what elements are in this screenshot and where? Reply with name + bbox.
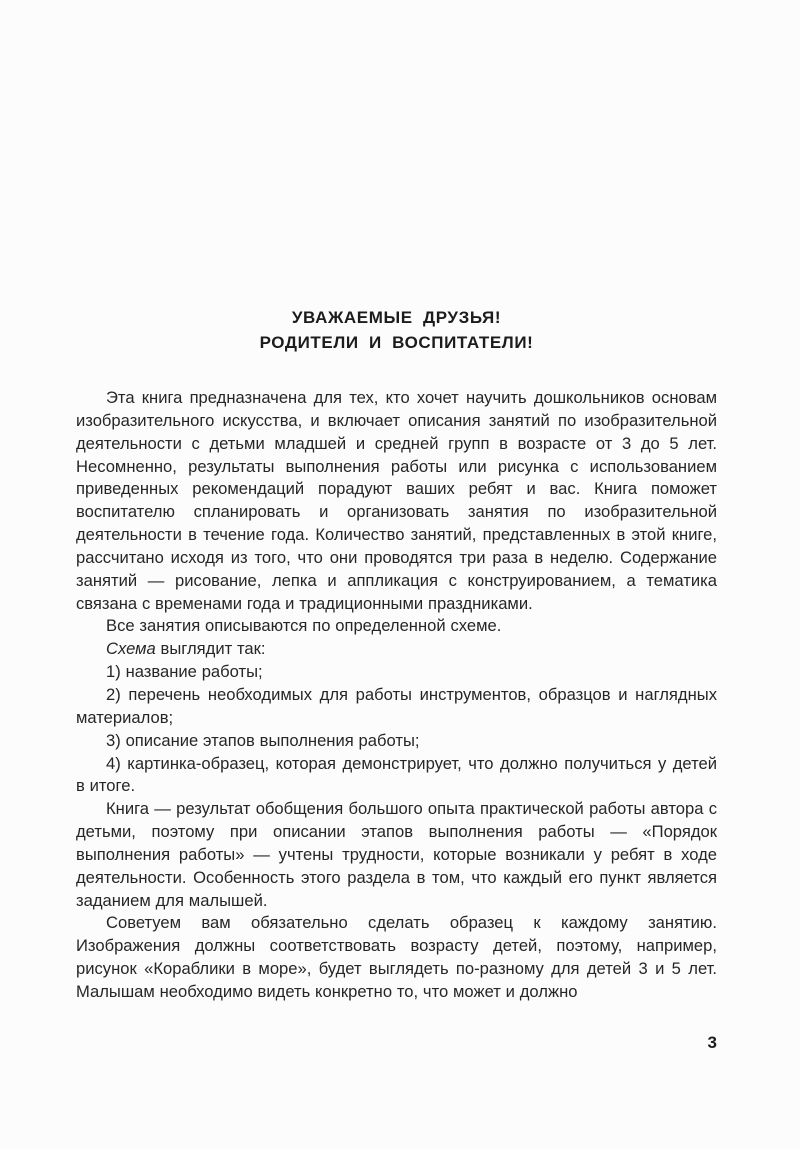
list-item: 1) название работы; [106,662,263,682]
list-item: 4) картинка-образец, которая демонстрирует, что должно получиться у детей в итоге. [76,753,717,796]
paragraph-advice: Советуем вам обязательно сделать образец к каждому занятию. Изображения должны соответствовать возрасту детей, поэтому, например, рисунок «Кораблики в море», будет выглядеть по-разному для детей 3 и 5 лет. Малышам необходимо видеть конкретно то, что может и должно [76,913,717,1001]
paragraph-intro: Эта книга предназначена для тех, кто хочет научить дошкольников основам изобразительного искусства, и включает описания занятий по изобразительной деятельности с детьми младшей и средней групп в возрасте от 3 до 5 лет. Несомненно, результаты выполнения работы или рисунка с использованием приведенных рекомендаций порадуют ваших ребят и вас. Книга поможет воспитателю спланировать и организовать занятия по изобразительной деятельности в течение года. Количество занятий, представленных в этой книге, рассчитано исходя из того, что они проводятся три раза в неделю. Содержание занятий — рисование, лепка и аппликация с конструированием, а тематика связана с временами года и традиционными праздниками. [76,388,717,613]
scheme-keyword: Схема [106,639,156,659]
heading-line-2: РОДИТЕЛИ И ВОСПИТАТЕЛИ! [259,333,534,352]
list-item: 2) перечень необходимых для работы инструментов, образцов и наглядных материалов; [76,684,717,727]
paragraph-book-result: Книга — результат обобщения большого опыта практической работы автора с детьми, поэтому при описании этапов выполнения работы — «Порядок выполнения работы» — учтены трудности, которые возникали у ребят в ходе деятельности. Особенность этого раздела в том, что каждый его пункт является заданием для малышей. [76,799,717,910]
heading-line-1: УВАЖАЕМЫЕ ДРУЗЬЯ! [291,308,502,327]
text-column [76,305,717,1004]
page-heading [76,305,717,355]
paragraph-scheme-note: Все занятия описываются по определенной схеме. [106,616,502,636]
list-item: 3) описание этапов выполнения работы; [106,730,420,750]
page-number: 3 [707,1033,717,1052]
paragraph-scheme-intro [76,638,717,661]
scheme-intro-rest: выглядит так: [155,639,266,659]
